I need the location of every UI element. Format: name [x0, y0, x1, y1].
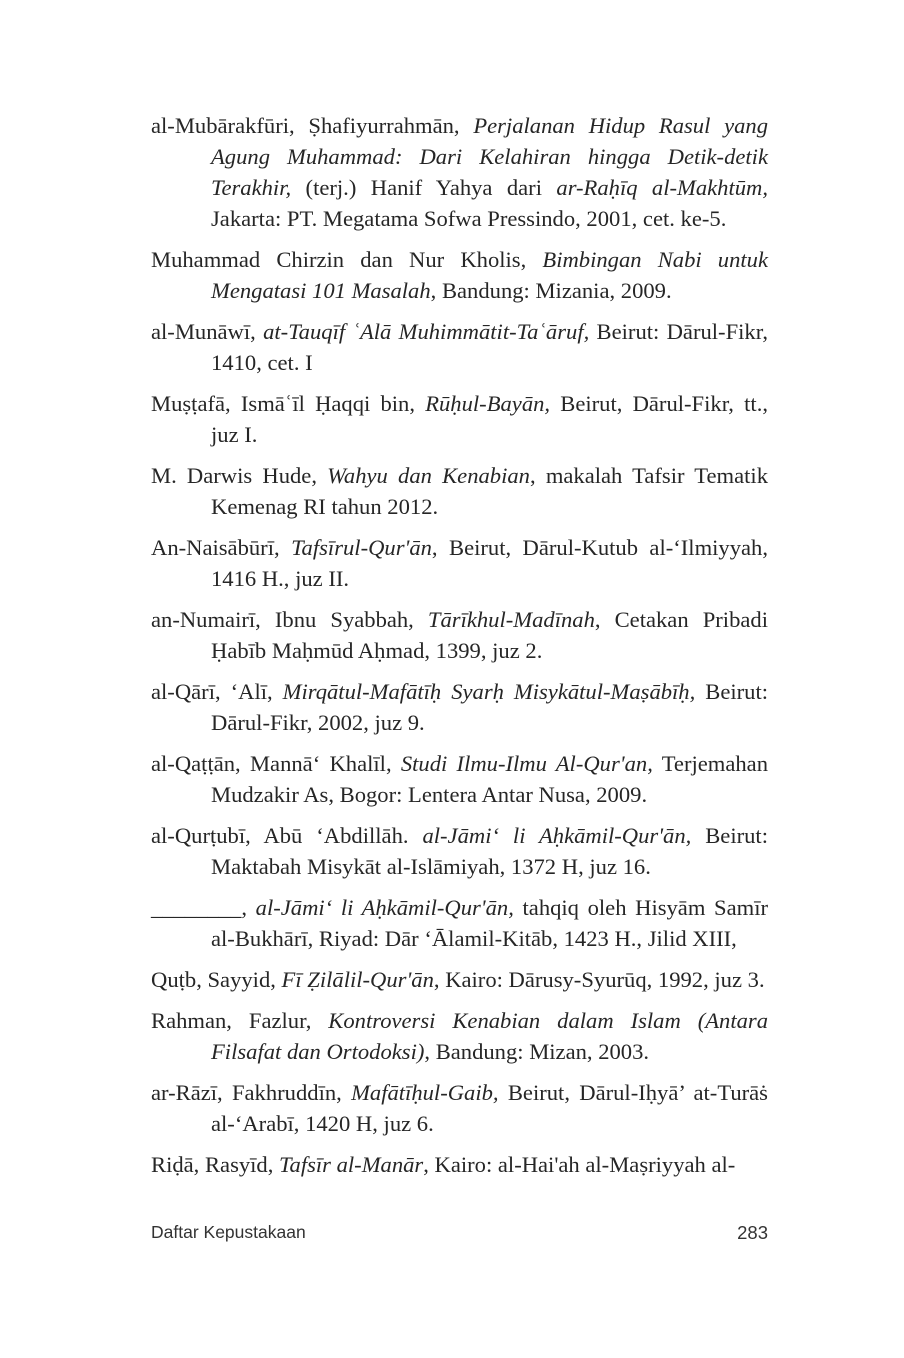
- entry-details: Beirut: Dārul-Fikr, 1410, cet. I: [211, 319, 768, 375]
- entry-title: Kontroversi Kenabian dalam Islam (Antara Filsafat dan Ortodoksi): [211, 1008, 769, 1064]
- entry-details: , makalah Tafsir Tematik Kemenag RI tahun 2012.: [211, 463, 769, 519]
- entry-author: al-Qārī, ‘Alī,: [151, 679, 283, 704]
- entry-details: tahqiq oleh Hisyām Samīr al-Bukhārī, Riyad: Dār ‘Ālamil-Kitāb, 1423 H., Jilid XIII,: [211, 895, 768, 951]
- entry-details: , Beirut, Dārul-Kutub al-ʻIlmiyyah, 1416 H., juz II.: [211, 535, 768, 591]
- bibliography-entry: [151, 748, 768, 810]
- bibliography-entry: [151, 604, 768, 666]
- page-footer: [151, 1222, 768, 1248]
- entry-details: , Bandung: Mizania, 2009.: [430, 278, 672, 303]
- entry-author: al-Munāwī,: [151, 319, 264, 344]
- bibliography-entry: [151, 110, 768, 234]
- entry-title: Fī Ẓilālil-Qur'ān: [281, 967, 434, 992]
- entry-title: at-Tauqīf ʿAlā Muhimmātit-Taʿāruf,: [263, 319, 590, 344]
- footer-section-title: Daftar Kepustakaan: [151, 1222, 306, 1242]
- entry-title: al-Jāmi‘ li Aḥkāmil-Qur'ān,: [255, 895, 514, 920]
- entry-author: al-Mubārakfūri, Ṣhafiyurrahmān,: [151, 113, 474, 138]
- entry-author: Muhammad Chirzin dan Nur Kholis,: [151, 247, 543, 272]
- entry-title: Bimbingan Nabi untuk Mengatasi 101 Masalah: [211, 247, 768, 303]
- bibliography-entry: [151, 1149, 768, 1180]
- entry-details: Beirut, Dārul-Fikr, tt., juz I.: [211, 391, 769, 447]
- entry-author: Rahman, Fazlur,: [151, 1008, 329, 1033]
- entry-title: Perjalanan Hidup Rasul yang Agung Muhammad: Dari Kelahiran hingga Detik-detik Terakhir,: [211, 113, 768, 200]
- entry-title: Wahyu dan Kenabian: [327, 463, 530, 488]
- bibliography-entry: [151, 820, 768, 882]
- entry-author: an-Numairī, Ibnu Syabbah,: [151, 607, 428, 632]
- entry-details: , Bandung: Mizan, 2003.: [424, 1039, 650, 1064]
- entry-title: Mirqātul-Mafātīḥ Syarḥ Misykātul-Maṣābīḥ,: [282, 679, 696, 704]
- entry-author: M. Darwis Hude,: [151, 463, 328, 488]
- bibliography-entry: [151, 1005, 768, 1067]
- entry-title: Studi Ilmu-Ilmu Al-Qur'an,: [400, 751, 653, 776]
- entry-author: ar-Rāzī, Fakhruddīn,: [151, 1080, 352, 1105]
- bibliography-entry: [151, 892, 768, 954]
- bibliography-entry: [151, 964, 768, 995]
- bibliography-list: [151, 110, 768, 1190]
- entry-author: Muṣṭafā, Ismāʿīl Ḥaqqi bin,: [151, 391, 426, 416]
- entry-details: Terjemahan Mudzakir As, Bogor: Lentera Antar Nusa, 2009.: [211, 751, 768, 807]
- entry-title: Mafātīḥul-Gaib,: [351, 1080, 499, 1105]
- entry-title: Tafsīrul-Qur'ān: [291, 535, 432, 560]
- entry-title: Tafsīr al-Manār: [279, 1152, 424, 1177]
- entry-author: al-Qaṭṭān, Mannā‘ Khalīl,: [151, 751, 401, 776]
- bibliography-entry: [151, 1077, 768, 1139]
- entry-publisher: Jakarta: PT. Megatama Sofwa Pressindo, 2001, cet. ke-5.: [211, 206, 727, 231]
- bibliography-entry: [151, 244, 768, 306]
- entry-details: Beirut, Dārul-Iḥyā’ at-Turāṡ al-‘Arabī, 1420 H, juz 6.: [211, 1080, 768, 1136]
- entry-title: Rūḥul-Bayān,: [425, 391, 551, 416]
- bibliography-entry: [151, 316, 768, 378]
- entry-details: Beirut: Maktabah Misykāt al-Islāmiyah, 1372 H, juz 16.: [211, 823, 768, 879]
- page-number: 283: [737, 1222, 768, 1243]
- entry-details: , Kairo: al-Hai'ah al-Maṣriyyah al-: [423, 1152, 736, 1177]
- entry-details: (terj.) Hanif Yahya dari: [291, 175, 557, 200]
- bibliography-entry: [151, 388, 768, 450]
- entry-original-title: ar-Raḥīq al-Makhtūm,: [556, 175, 768, 200]
- entry-author: Riḍā, Rasyīd,: [151, 1152, 280, 1177]
- entry-title: al-Jāmi‘ li Aḥkāmil-Qur'ān,: [422, 823, 692, 848]
- entry-author: Quṭb, Sayyid,: [151, 967, 282, 992]
- entry-details: , Kairo: Dārusy-Syurūq, 1992, juz 3.: [433, 967, 765, 992]
- entry-details: Beirut: Dārul-Fikr, 2002, juz 9.: [211, 679, 769, 735]
- entry-title: Tārīkhul-Madīnah: [427, 607, 595, 632]
- entry-details: , Cetakan Pribadi Ḥabīb Maḥmūd Aḥmad, 1399, juz 2.: [211, 607, 768, 663]
- bibliography-entry: [151, 460, 768, 522]
- bibliography-entry: [151, 676, 768, 738]
- entry-author: An-Naisābūrī,: [151, 535, 292, 560]
- bibliography-entry: [151, 532, 768, 594]
- entry-author: ________,: [151, 895, 256, 920]
- entry-author: al-Qurṭubī, Abū ‘Abdillāh.: [151, 823, 423, 848]
